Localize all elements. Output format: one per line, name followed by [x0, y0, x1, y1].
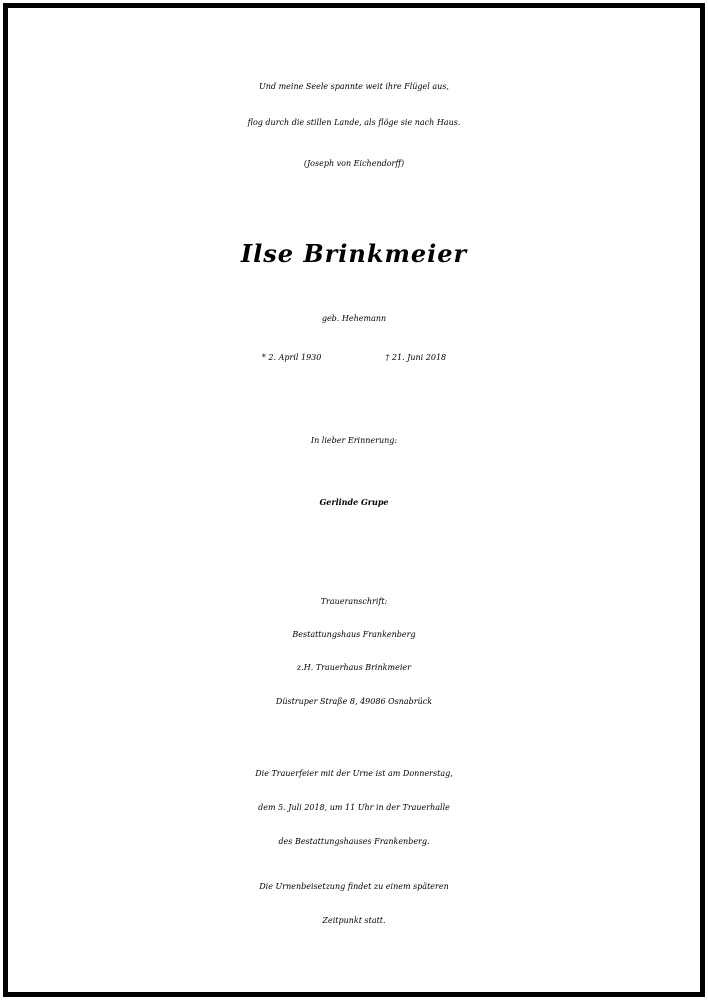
life-dates	[8, 354, 700, 362]
burial-line-1: Die Urnenbeisetzung findet zu einem späteren	[259, 882, 449, 891]
quote-author: (Joseph von Eichendorff)	[303, 159, 405, 168]
ceremony-line-3: des Bestattungshauses Frankenberg.	[278, 837, 430, 846]
address-line-2: z.H. Trauerhaus Brinkmeier	[297, 663, 411, 672]
birth-name: geb. Hehemann	[321, 314, 387, 323]
address-line-1: Bestattungshaus Frankenberg	[292, 630, 416, 639]
quote-line-1: Und meine Seele spannte weit ihre Flügel aus,	[259, 82, 449, 91]
obituary-notice	[3, 3, 705, 997]
address-heading: Traueranschrift:	[320, 597, 388, 606]
address-line-3: Düstruper Straße 8, 49086 Osnabrück	[275, 697, 433, 706]
ceremony-line-1: Die Trauerfeier mit der Urne ist am Donnerstag,	[255, 769, 453, 778]
mourner-name: Gerlinde Grupe	[319, 497, 389, 507]
death-date: † 21. Juni 2018	[385, 353, 447, 362]
birth-date: * 2. April 1930	[261, 353, 322, 362]
quote-line-2: flog durch die stillen Lande, als flöge sie nach Haus.	[247, 118, 461, 127]
ceremony-line-2: dem 5. Juli 2018, um 11 Uhr in der Trauerhalle	[258, 803, 450, 812]
burial-line-2: Zeitpunkt statt.	[322, 916, 386, 925]
remembrance-heading: In lieber Erinnerung:	[310, 436, 398, 445]
deceased-name: Ilse Brinkmeier	[240, 239, 468, 268]
